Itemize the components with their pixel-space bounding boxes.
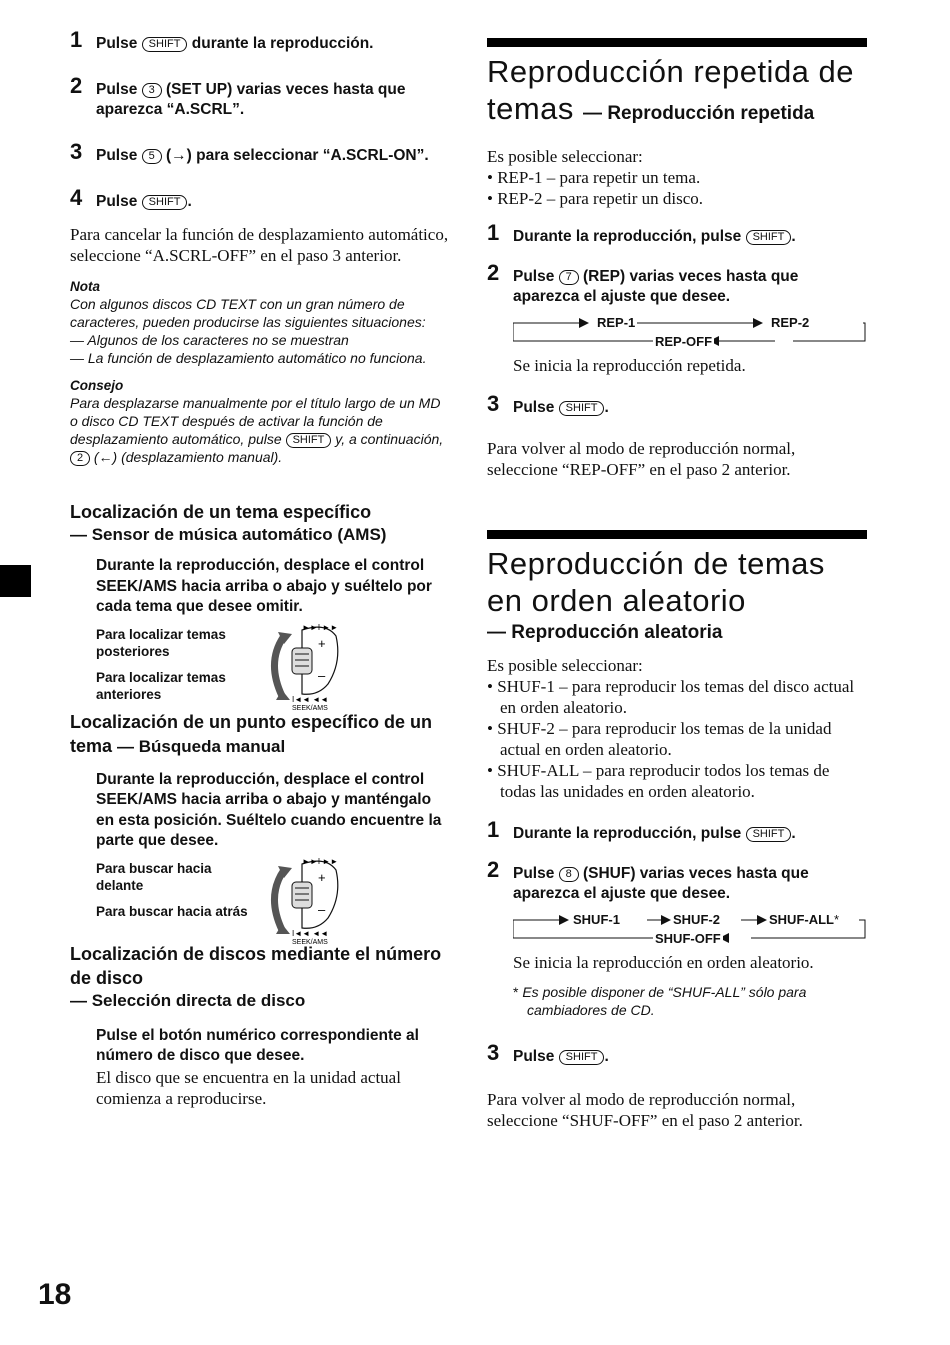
svg-text:►►I ►►: ►►I ►► <box>302 856 339 866</box>
consejo-text-a: Para desplazarse manualmente por el título largo de un MD o disco CD TEXT después de activar la función de desplazamiento automático, pulse <box>70 395 441 447</box>
step-text: Pulse <box>96 81 138 98</box>
shift-key: SHIFT <box>746 827 792 842</box>
shift-key: SHIFT <box>746 230 792 245</box>
footnote-text: Es posible disponer de “SHUF-ALL” sólo para cambiadores de CD. <box>522 984 807 1018</box>
svg-text:►►I ►►: ►►I ►► <box>302 622 339 632</box>
seek-ams-figure <box>96 856 450 944</box>
shuf-intro-block <box>487 655 867 802</box>
instruction: Pulse el botón numérico correspondiente al número de disco que desee. <box>96 1026 419 1064</box>
step-number: 1 <box>70 27 83 52</box>
rep-off-label: REP-OFF <box>655 334 713 349</box>
step-text: (REP) varias veces hasta que aparezca el ajuste que desee. <box>513 268 799 305</box>
step-text: (SHUF) varias veces hasta que aparezca el ajuste que desee. <box>513 865 809 902</box>
number-5-key: 5 <box>142 149 162 164</box>
step-number: 1 <box>487 220 500 245</box>
shuf-bullet: • SHUF-2 – para reproducir los temas de la unidad actual en orden aleatorio. <box>487 719 832 759</box>
section-title: Localización de discos mediante el número de disco <box>70 943 442 988</box>
svg-text:–: – <box>318 667 326 683</box>
shuf-off-label: SHUF-OFF <box>655 931 721 946</box>
step-4 <box>70 185 450 212</box>
section-tab-marker <box>0 565 31 597</box>
instruction: Durante la reproducción, desplace el control SEEK/AMS hacia arriba o abajo y manténgalo en esta posición. Suéltelo cuando encuentre la parte que desee. <box>96 770 442 849</box>
disc-text: El disco que se encuentra en la unidad actual comienza a reproducirse. <box>96 1067 401 1108</box>
shuf-heading <box>487 545 867 647</box>
shuf-step-1 <box>487 817 867 844</box>
number-3-key: 3 <box>142 83 162 98</box>
step-text: Durante la reproducción, pulse <box>513 825 742 842</box>
right-column <box>487 38 867 1131</box>
rep-step-2 <box>487 260 867 307</box>
rep-step-3 <box>487 391 867 418</box>
seek-ams-control-icon <box>262 856 352 944</box>
svg-text:–: – <box>318 901 326 917</box>
left-column <box>70 27 450 1109</box>
shuf-bullet: • SHUF-ALL – para reproducir todos los temas de todas las unidades en orden aleatorio. <box>487 761 830 801</box>
rep-1-label: REP-1 <box>597 315 636 330</box>
label-backward: Para buscar hacia atrás <box>96 903 248 919</box>
label-next: Para localizar temas posteriores <box>96 626 226 659</box>
step-1 <box>70 27 450 54</box>
consejo-title: Consejo <box>70 378 124 393</box>
rep-intro-block <box>487 146 867 209</box>
rep-intro: Es posible seleccionar: <box>487 147 643 166</box>
step-text: Pulse <box>513 268 555 285</box>
shift-key: SHIFT <box>559 401 605 416</box>
step-number: 3 <box>487 1040 500 1065</box>
consejo-block <box>70 377 450 466</box>
rep-2-label: REP-2 <box>771 315 810 330</box>
section-title <box>70 710 450 758</box>
seek-ams-label: SEEK/AMS <box>292 704 328 710</box>
step-number: 2 <box>487 260 500 285</box>
seek-ams-control-icon <box>262 622 352 710</box>
section-rule <box>487 530 867 539</box>
step-text: Pulse <box>96 193 138 210</box>
number-8-key: 8 <box>559 867 579 882</box>
shuf-subtitle: — Reproducción aleatoria <box>487 622 723 643</box>
page-number: 18 <box>38 1278 72 1311</box>
step-number: 1 <box>487 817 500 842</box>
instruction: Durante la reproducción, desplace el control SEEK/AMS hacia arriba o abajo y suéltelo por cada tema que desee omitir. <box>96 557 432 615</box>
section-subtitle: — Búsqueda manual <box>117 736 286 756</box>
shuf-2-label: SHUF-2 <box>673 912 720 927</box>
nota-block <box>70 278 450 367</box>
step-text: (SET UP) varias veces hasta que aparezca “A.SCRL”. <box>96 81 406 118</box>
shift-key: SHIFT <box>286 433 332 448</box>
consejo-text-b: y, a continuación, <box>335 431 444 447</box>
section-subtitle: — Sensor de música automático (AMS) <box>70 525 387 544</box>
step-text: . <box>604 1048 609 1065</box>
shuf-started: Se inicia la reproducción en orden aleatorio. <box>513 953 814 972</box>
seek-ams-figure <box>96 622 450 710</box>
step-text: Pulse <box>96 35 138 52</box>
rep-started: Se inicia la reproducción repetida. <box>513 356 746 375</box>
section-title-text: Localización de un punto específico de un tema <box>70 711 433 756</box>
svg-text:+: + <box>318 635 326 651</box>
consejo-text-c: (←) (desplazamiento manual). <box>93 449 283 465</box>
shift-key: SHIFT <box>142 37 188 52</box>
consejo-text <box>70 394 450 466</box>
step-text: Pulse <box>513 399 555 416</box>
footnote-star: * <box>834 912 840 927</box>
footnote-mark: * <box>513 984 519 1000</box>
shift-key: SHIFT <box>559 1050 605 1065</box>
shuf-step-3 <box>487 1040 867 1067</box>
label-forward: Para buscar hacia delante <box>96 860 212 893</box>
step-text: Durante la reproducción, pulse <box>513 228 742 245</box>
rep-subtitle: — Reproducción repetida <box>583 103 815 124</box>
rep-bullet: • REP-1 – para repetir un tema. <box>487 168 701 187</box>
step-text: . <box>791 825 796 842</box>
step-text: durante la reproducción. <box>191 35 374 52</box>
rep-cycle-diagram <box>513 313 867 351</box>
rep-heading <box>487 53 867 132</box>
label-prev: Para localizar temas anteriores <box>96 669 226 702</box>
nota-item: — La función de desplazamiento automático no funciona. <box>70 350 427 366</box>
rep-bullet: • REP-2 – para repetir un disco. <box>487 189 704 208</box>
nota-item: — Algunos de los caracteres no se muestran <box>70 332 349 348</box>
shuf-footnote <box>487 983 867 1019</box>
nota-text: Con algunos discos CD TEXT con un gran número de caracteres, pueden producirse las siguientes situaciones: <box>70 296 426 330</box>
shuf-all-text: SHUF-ALL <box>769 912 834 927</box>
section-title: Localización de un tema específico <box>70 502 372 522</box>
rep-back-text: Para volver al modo de reproducción normal, seleccione “REP-OFF” en el paso 2 anterior. <box>487 439 796 479</box>
step-text: (→) para seleccionar “A.SCRL-ON”. <box>165 147 429 164</box>
nota-title: Nota <box>70 279 100 294</box>
seek-ams-label: SEEK/AMS <box>292 938 328 944</box>
rep-title: Reproducción repetida de temas <box>487 54 855 126</box>
shuf-1-label: SHUF-1 <box>573 912 620 927</box>
svg-text:+: + <box>318 869 326 885</box>
step-number: 4 <box>70 185 83 210</box>
step-number: 2 <box>487 857 500 882</box>
shuf-intro: Es posible seleccionar: <box>487 656 643 675</box>
number-2-key: 2 <box>70 451 90 466</box>
shuf-back-text: Para volver al modo de reproducción normal, seleccione “SHUF-OFF” en el paso 2 anterior. <box>487 1090 803 1130</box>
step-number: 3 <box>487 391 500 416</box>
section-subtitle: — Selección directa de disco <box>70 990 306 1010</box>
shuf-bullet: • SHUF-1 – para reproducir los temas del disco actual en orden aleatorio. <box>487 677 855 717</box>
svg-text:I◄◄ ◄◄: I◄◄ ◄◄ <box>292 694 329 704</box>
svg-text:I◄◄ ◄◄: I◄◄ ◄◄ <box>292 928 329 938</box>
step-3 <box>70 139 450 166</box>
section-rule <box>487 38 867 47</box>
step-text: . <box>604 399 609 416</box>
shuf-title: Reproducción de temas en orden aleatorio <box>487 546 825 618</box>
step-text: . <box>791 228 796 245</box>
shuf-all-label <box>769 912 839 927</box>
step-text: Pulse <box>513 865 555 882</box>
section-manual-search <box>70 710 450 944</box>
step-number: 3 <box>70 139 83 164</box>
shift-key: SHIFT <box>142 195 188 210</box>
cancel-text: Para cancelar la función de desplazamiento automático, seleccione “A.SCRL-OFF” en el paso 3 anterior. <box>70 225 449 265</box>
shuf-step-2 <box>487 857 867 904</box>
step-text: Pulse <box>513 1048 555 1065</box>
number-7-key: 7 <box>559 270 579 285</box>
step-2 <box>70 73 450 120</box>
section-ams <box>70 500 450 710</box>
section-disc-select <box>70 942 450 1109</box>
step-text: Pulse <box>96 147 138 164</box>
step-text: . <box>187 193 192 210</box>
step-number: 2 <box>70 73 83 98</box>
rep-step-1 <box>487 220 867 247</box>
shuf-cycle-diagram <box>513 910 867 948</box>
